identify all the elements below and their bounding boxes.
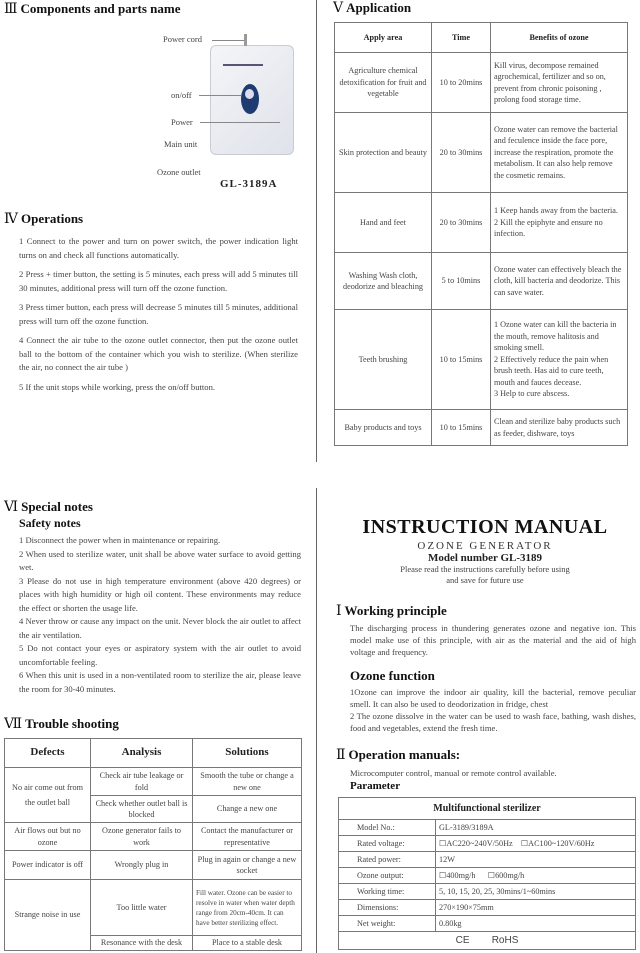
operation-step: 1 Connect to the power and turn on power switch, the power indication light turns on and check all functions automatically. — [19, 236, 298, 260]
application-heading: Ⅴ Application — [333, 0, 412, 16]
components-heading: Ⅲ Components and parts name — [4, 1, 181, 17]
certification-marks: CE RoHS — [339, 932, 636, 950]
safety-notes-list: 1 Disconnect the power when in maintenance or repairing. 2 When used to sterilize water, unit shall be above water surface to avoid getting wet. 3 Please do not use in high temperature environment (above 420 degrees) or places with high humidity or high oil content. These environments may reduce the effect or shorten the usage life. 4 Never throw or cause any impact on the unit. Never block the air outlet to affect the air ventilation. 5 Do not contact your eyes or aspiratory system with the air outlet to avoid uncomfortable feeling. 6 When this unit is used in a non-ventilated room to sterilize the air, please leave the room for 30-40 minutes. — [19, 535, 301, 694]
page-divider — [316, 488, 317, 953]
label-power-cord: Power cord — [163, 34, 202, 44]
ozone-function-text: 1Ozone can improve the indoor air quality, kill the bacterial, remove peculiar smell. It can also be used to deodorization in fridge, chest 2 The ozone dissolve in the water can be used to wash face, bathing, wash dishes, food and vegetables, extend the fresh time. — [350, 687, 636, 733]
working-text: The discharging process in thundering generates ozone and negative ion. This model make use of this principle, with air as the material and the aid of high voltage and frequency. — [350, 623, 636, 657]
manual-title: INSTRUCTION MANUAL — [362, 516, 608, 538]
working-heading: Ⅰ Working principle — [336, 603, 447, 619]
label-main-unit: Main unit — [164, 139, 198, 149]
label-on-off: on/off — [171, 90, 192, 100]
operations-list — [19, 235, 298, 400]
label-ozone-outlet: Ozone outlet — [157, 167, 201, 177]
trouble-table: Defects Analysis Solutions No air come out from the outlet ball Check air tube leakage or fold Smooth the tube or change a new one Check whether outlet ball is blocked Change a new one Air flows out but no ozone Ozone generator fails to work Contact the manufacturer or representative Power indicator is off Wrongly plug in Plug in again or change a new socket Strange noise in use Too little water Fill water. Ozone can be easier to resolve in water when water depth range from 20cm-40cm. It can have better sterilizing effect. Resonance with the desk Place to a stable desk — [4, 738, 302, 951]
application-table: Apply area Time Benefits of ozone Agriculture chemical detoxification for fruit and vegetable 10 to 20mins Kill virus, decompose remained agrochemical, fertilizer and so on, prevent from chronic poisoning , prolong food storage time. Skin protection and beauty 20 to 30mins Ozone water can remove the bacterial and feculence inside the face pore, increase the respiration, promote the metabolism. It can also help remove the cosmetic remains. Hand and feet 20 to 30mins 1 Keep hands away from the bacteria. 2 Kill the epiphyte and ensure no infection. Washing Wash cloth, deodorize and bleaching 5 to 10mins Ozone water can effectively bleach the cloth, kill bacteria and deodorize. This can save water. Teeth brushing 10 to 15mins 1 Ozone water can kill the bacteria in the mouth, remove halitosis and smoking smell. 2 Effectively reduce the pain when brush teeth. Has aid to cure teeth, mouth and fauces decease. 3 Help to cure abscess. Baby products and toys 10 to 15mins Clean and sterilize baby products such as feeder, dishware, toys — [334, 22, 628, 446]
on-off-button — [241, 84, 259, 114]
manual-subtitle: OZONE GENERATOR — [417, 540, 553, 552]
model-label: GL-3189A — [220, 178, 278, 190]
operation-step: 5 If the unit stops while working, press the on/off button. — [19, 381, 216, 392]
table-row: Teeth brushing 10 to 15mins 1 Ozone water can kill the bacteria in the mouth, remove halitosis and smoking smell. 2 Effectively reduce the pain when brush teeth. Has aid to cure teeth, mouth and fauces decease. 3 Help to cure abscess. — [335, 310, 628, 410]
table-row: Hand and feet 20 to 30mins 1 Keep hands away from the bacteria. 2 Kill the epiphyte and ensure no infection. — [335, 193, 628, 253]
table-row: Baby products and toys 10 to 15mins Clean and sterilize baby products such as feeder, dishware, toys — [335, 410, 628, 446]
manual-model: Model number GL-3189 — [427, 552, 543, 564]
manual-header: INSTRUCTION MANUAL OZONE GENERATOR Model number GL-3189 Please read the instructions carefully before using and save for future use — [330, 516, 640, 586]
page-divider — [316, 0, 317, 462]
device-image — [210, 45, 294, 155]
operation-step: 4 Connect the air tube to the ozone outlet connector, then put the ozone outlet ball to the bottom of the container which you wish to sterilize. (When sterilize the air, no connect the air tube ) — [19, 335, 298, 372]
power-cord — [244, 34, 247, 46]
label-power: Power — [171, 117, 193, 127]
safety-notes-heading: Safety notes — [19, 516, 81, 530]
operations-heading: Ⅳ Operations — [4, 211, 84, 227]
operation-manuals-heading: Ⅱ Operation manuals: — [336, 747, 461, 763]
operation-step: 2 Press + timer button, the setting is 5 minutes, each press will add 5 minutes till 30 minutes, additional press will turn off the ozone function. — [19, 269, 298, 293]
ozone-function-heading: Ozone function — [350, 668, 435, 683]
parameter-table: Multifunctional sterilizer Model No.: GL-3189/3189A Rated voltage: ☐AC220~240V/50Hz ☐AC100~120V/60Hz Rated power: 12W Ozone output: ☐400mg/h ☐600mg/h Working time: 5, 10, 15, 20, 25, 30mins/1~60mins Dimensions: 270×190×75mm Net weight: 0.80kg CE RoHS — [338, 797, 636, 950]
parameter-heading: Parameter — [350, 780, 401, 792]
operation-step: 3 Press timer button, each press will decrease 5 minutes till 5 minutes, additional press will turn off the ozone function. — [19, 302, 298, 326]
table-row: Agriculture chemical detoxification for fruit and vegetable 10 to 20mins Kill virus, decompose remained agrochemical, fertilizer and so on, prevent from chronic poisoning , prolong food storage time. — [335, 53, 628, 113]
special-notes-heading: Ⅵ Special notes — [4, 499, 93, 515]
operation-manuals-text: Microcomputer control, manual or remote control available. — [350, 768, 557, 778]
trouble-heading: Ⅶ Trouble shooting — [4, 716, 119, 732]
table-row: Skin protection and beauty 20 to 30mins Ozone water can remove the bacterial and feculence inside the face pore, increase the respiration, promote the metabolism. It can also help remove the cosmetic remains. — [335, 113, 628, 193]
table-row: Washing Wash cloth, deodorize and bleaching 5 to 10mins Ozone water can effectively bleach the cloth, kill bacteria and deodorize. This can save water. — [335, 253, 628, 310]
